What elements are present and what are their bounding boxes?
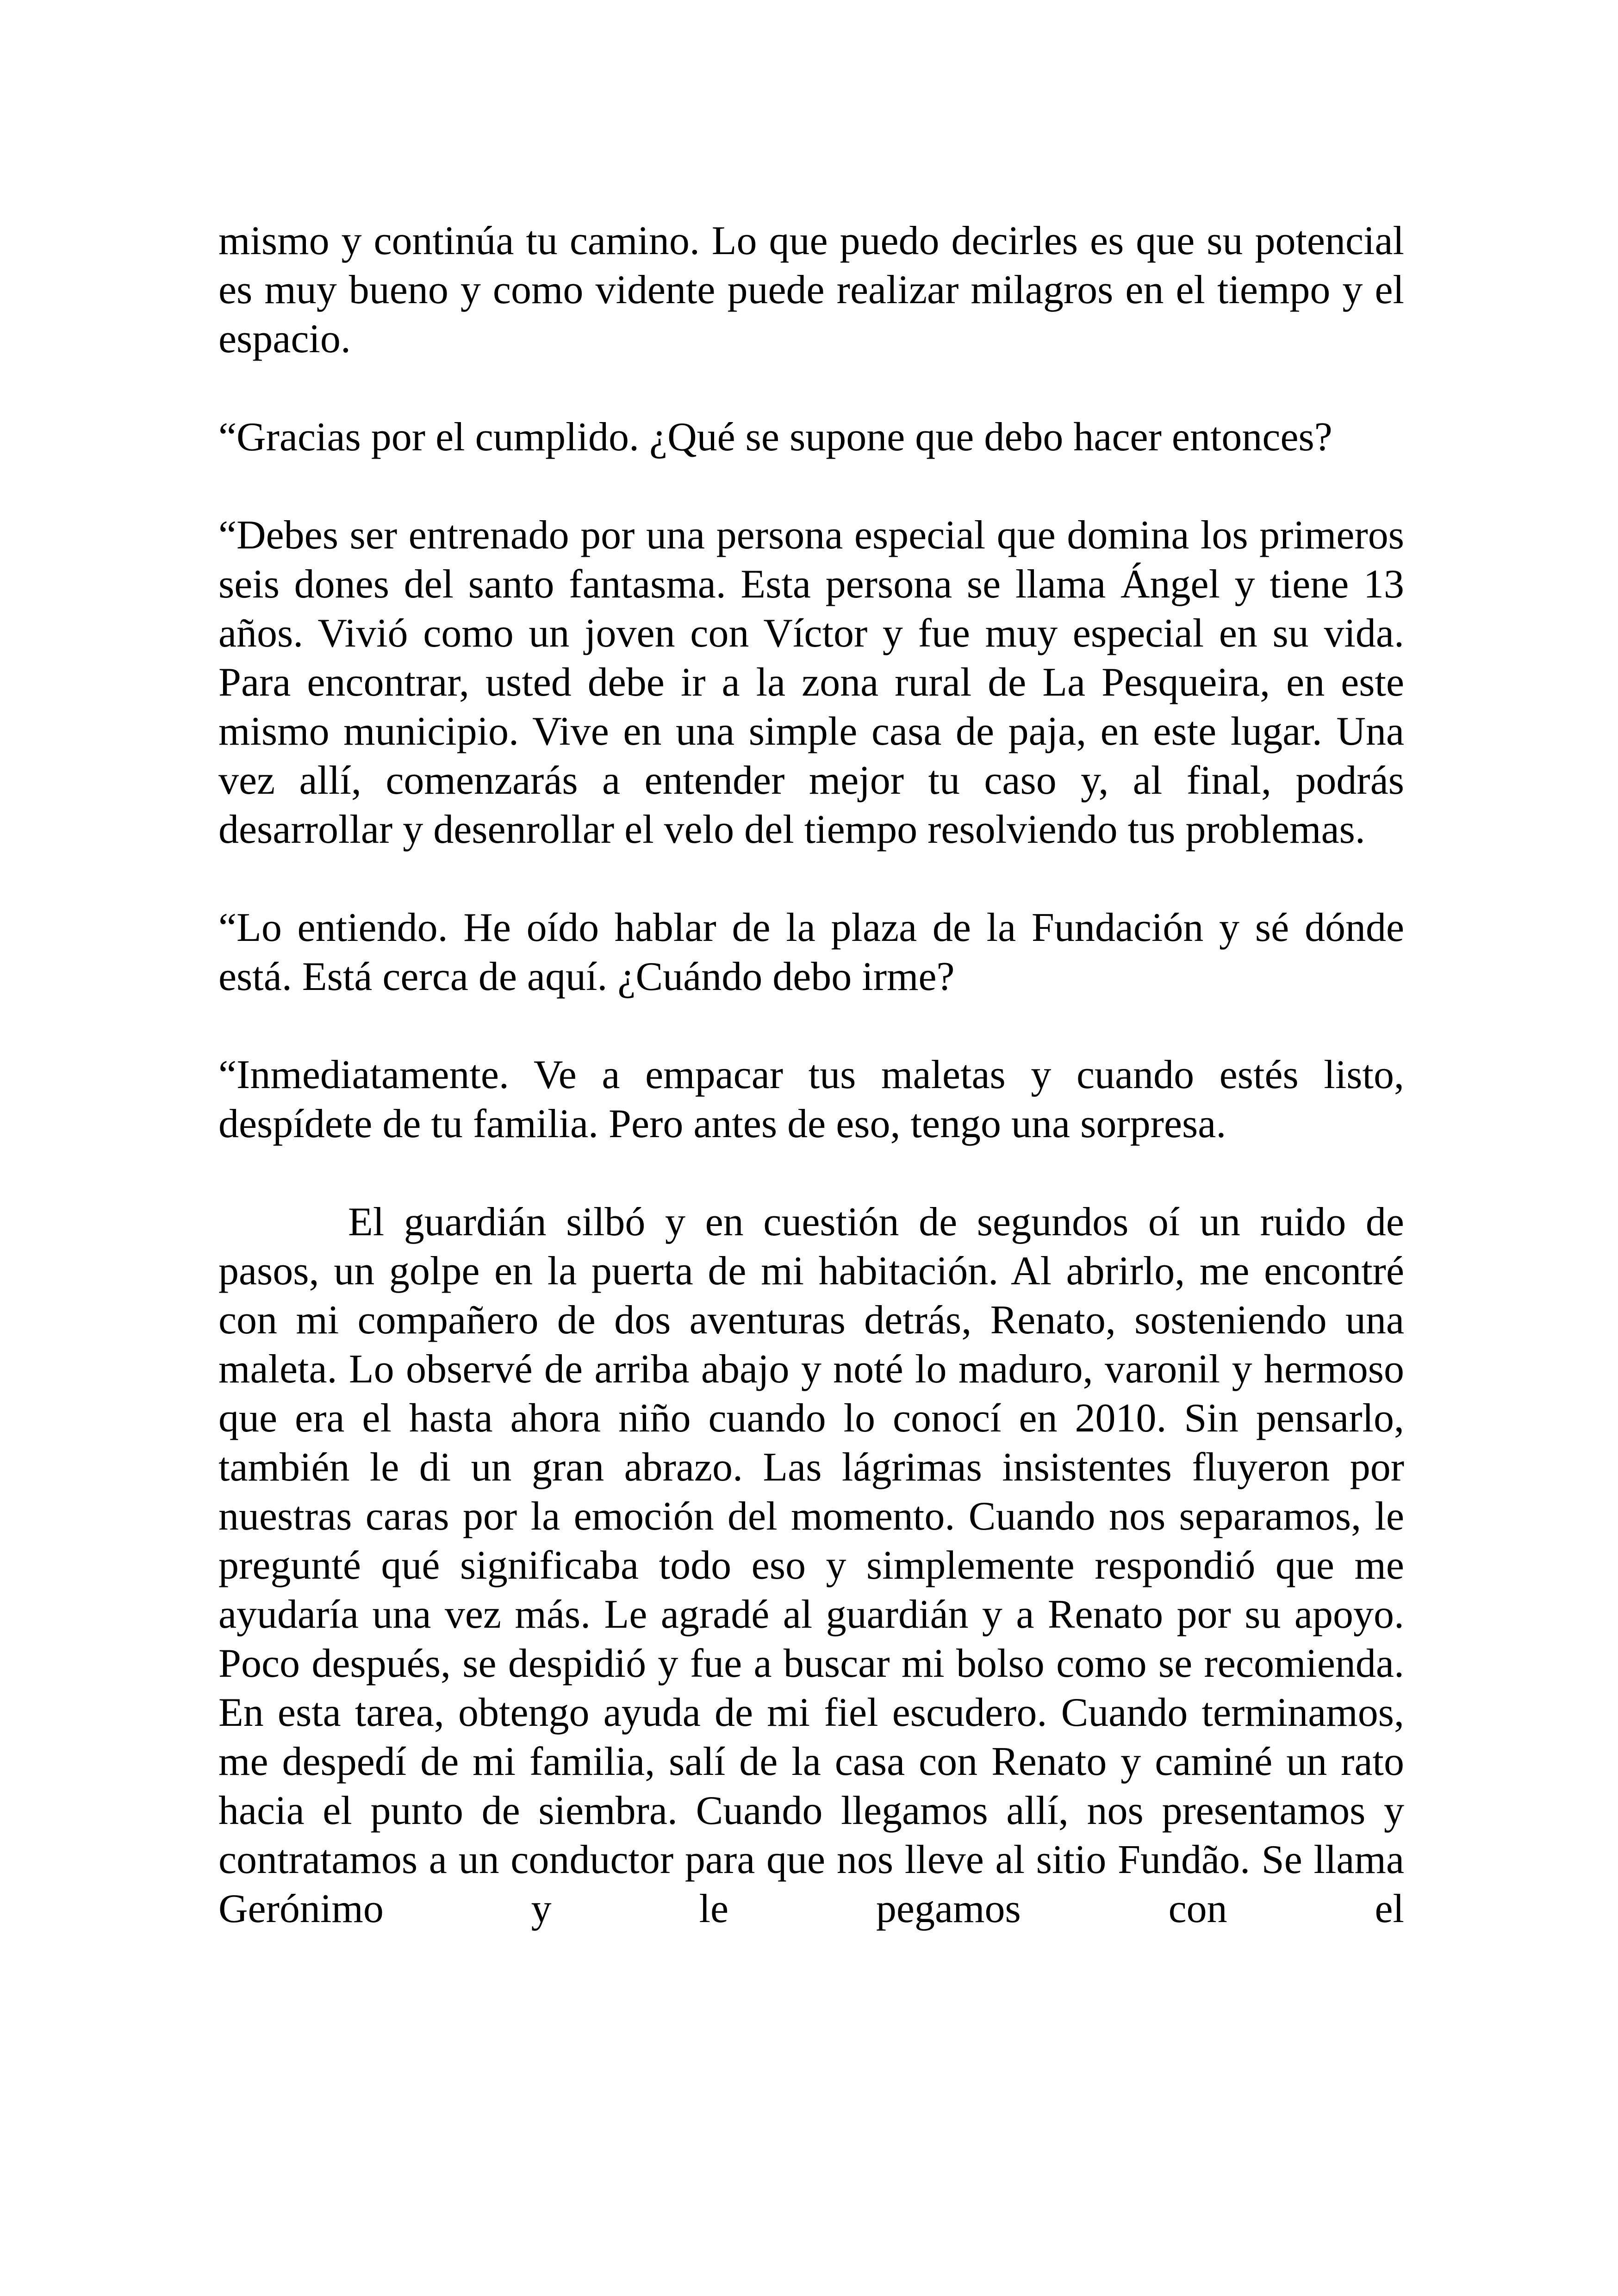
paragraph: El guardián silbó y en cuestión de segundos oí un ruido de pasos, un golpe en la puerta de mi habitación. Al abrirlo, me encontré con mi compañero de dos aventuras detrás, Renato, sosteniendo una maleta. Lo observé de arriba abajo y noté lo maduro, varonil y hermoso que era el hasta ahora niño cuando lo conocí en 2010. Sin pensarlo, también le di un gran abrazo. Las lágrimas insistentes fluyeron por nuestras caras por la emoción del momento. Cuando nos separamos, le pregunté qué significaba todo eso y simplemente respondió que me ayudaría una vez más. Le agradé al guardián y a Renato por su apoyo. Poco después, se despidió y fue a buscar mi bolso como se recomienda. En esta tarea, obtengo ayuda de mi fiel escudero. Cuando terminamos, me despedí de mi familia, salí de la casa con Renato y caminé un rato hacia el punto de siembra. Cuando llegamos allí, nos presentamos y contratamos a un conductor para que nos lleve al sitio Fundão. Se llama Gerónimo y le pegamos con el (218, 1200, 1404, 1931)
paragraph: “Lo entiendo. He oído hablar de la plaza de la Fundación y sé dónde está. Está cerca de aquí. ¿Cuándo debo irme? (218, 905, 1404, 999)
paragraph: “Debes ser entrenado por una persona especial que domina los primeros seis dones del santo fantasma. Esta persona se llama Ángel y tiene 13 años. Vivió como un joven con Víctor y fue muy especial en su vida. Para encontrar, usted debe ir a la zona rural de La Pesqueira, en este mismo municipio. Vive en una simple casa de paja, en este lugar. Una vez allí, comenzarás a entender mejor tu caso y, al final, podrás desarrollar y desenrollar el velo del tiempo resolviendo tus problemas. (218, 513, 1404, 852)
paragraph: “Inmediatamente. Ve a empacar tus maletas y cuando estés listo, despídete de tu familia. Pero antes de eso, tengo una sorpresa. (218, 1052, 1404, 1146)
body-text (218, 217, 1404, 1934)
paragraph: mismo y continúa tu camino. Lo que puedo decirles es que su potencial es muy bueno y como vidente puede realizar milagros en el tiempo y el espacio. (218, 218, 1404, 361)
paragraph: “Gracias por el cumplido. ¿Qué se supone que debo hacer entonces? (218, 415, 1332, 460)
